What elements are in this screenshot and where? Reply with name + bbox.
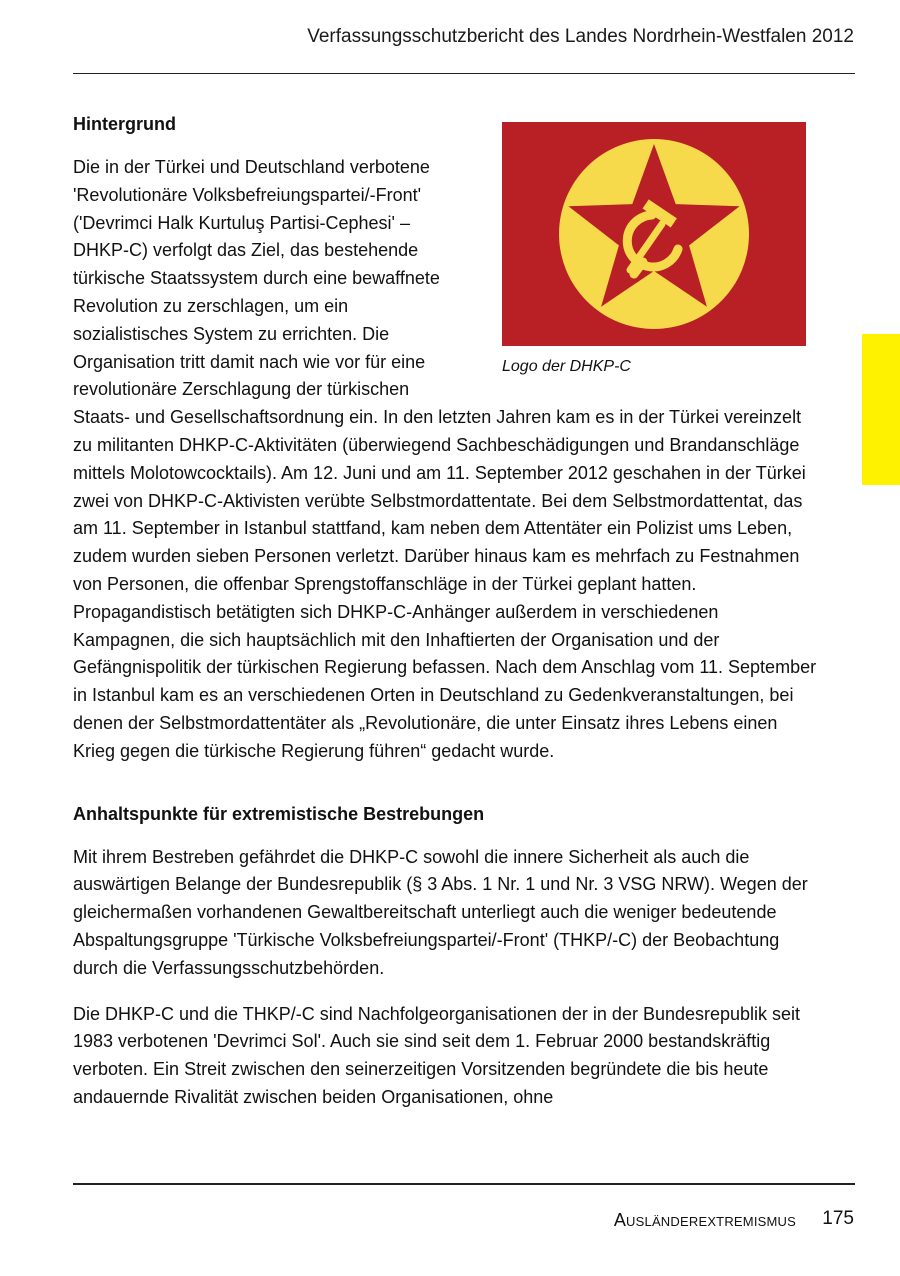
footer-rule: [73, 1183, 855, 1185]
logo-figure: [502, 122, 806, 378]
section-heading-indicators: Anhaltspunkte für extremistische Bestrebungen: [73, 803, 485, 824]
indicators-paragraph-1: Mit ihrem Bestreben gefährdet die DHKP-C sowohl die innere Sicherheit als auch die auswärtigen Belange der Bundesrepublik (§ 3 Abs. 1 Nr. 1 und Nr. 3 VSG NRW). Wegen der gleichermaßen vorhandenen Gewaltbereitschaft unterliegt auch die weniger bedeutende Abspaltungsgruppe 'Türkische Volksbefreiungspartei/-Front' (THKP/-C) der Beobachtung durch die Verfassungsschutzbehörden.: [73, 846, 808, 978]
indicators-paragraph-2: Die DHKP-C und die THKP/-C sind Nachfolgeorganisationen der in der Bundesrepublik seit 1983 verbotenen 'Devrimci Sol'. Auch sie sind seit dem 1. Februar 2000 bestandskräftig verboten. Ein Streit zwischen den seinerzeitigen Vorsitzenden begründete die bis heute andauernde Rivalität zwischen beiden Organisationen, ohne: [73, 1003, 801, 1107]
section-heading-background: Hintergrund: [73, 114, 176, 134]
running-title: Verfassungsschutzbericht des Landes Nordrhein-Westfalen 2012: [307, 26, 854, 47]
page-number: 175: [822, 1208, 854, 1229]
logo-caption: Logo der DHKP-C: [502, 358, 631, 375]
footer-section-name: Ausländerextremismus: [613, 1210, 796, 1230]
chapter-side-tab: [862, 334, 900, 485]
header-rule: [73, 73, 855, 74]
star-hammer-sickle-logo-icon: [502, 122, 806, 346]
background-paragraph: Die in der Türkei und Deutschland verbotene 'Revolutionäre Volksbefreiungspartei/-Front' ('Devrimci Halk Kurtuluş Partisi-Cephesi' – DHKP-C) verfolgt das Ziel, das bestehende türkische Staatssystem durch eine bewaffnete Revolution zu zerschlagen, um ein sozialistisches System zu errichten. Die Organisation tritt damit nach wie vor für eine revolutionäre Zerschlagung der türkischen Staats- und Gesellschaftsordnung ein. In den letzten Jahren kam es in der Türkei vereinzelt zu militanten DHKP-C-Aktivitäten (überwiegend Sachbeschädigungen und Brandanschläge mittels Molotowcocktails). Am 12. Juni und am 11. September 2012 geschahen in der Türkei zwei von DHKP-C-Aktivisten verübte Selbstmordattentate. Bei dem Selbstmordattentat, das am 11. September in Istanbul stattfand, kam neben dem Attentäter ein Polizist ums Leben, zudem wurden sieben Personen verletzt. Darüber hinaus kam es mehrfach zu Festnahmen von Personen, die offenbar Sprengstoffanschläge in der Türkei geplant hatten. Propagandistisch betätigten sich DHKP-C-Anhänger außerdem in verschiedenen Kampagnen, die sich hauptsächlich mit den Inhaftierten der Organisation und der Gefängnispolitik der türkischen Regierung befassen. Nach dem Anschlag vom 11. September in Istanbul kam es an verschiedenen Orten in Deutschland zu Gedenkveranstaltungen, bei denen der Selbstmordattentäter als „Revolutionäre, die unter Einsatz ihres Lebens einen Krieg gegen die türkische Regierung führen“ gedacht wurde.: [73, 157, 817, 761]
main-content: [73, 112, 818, 1130]
